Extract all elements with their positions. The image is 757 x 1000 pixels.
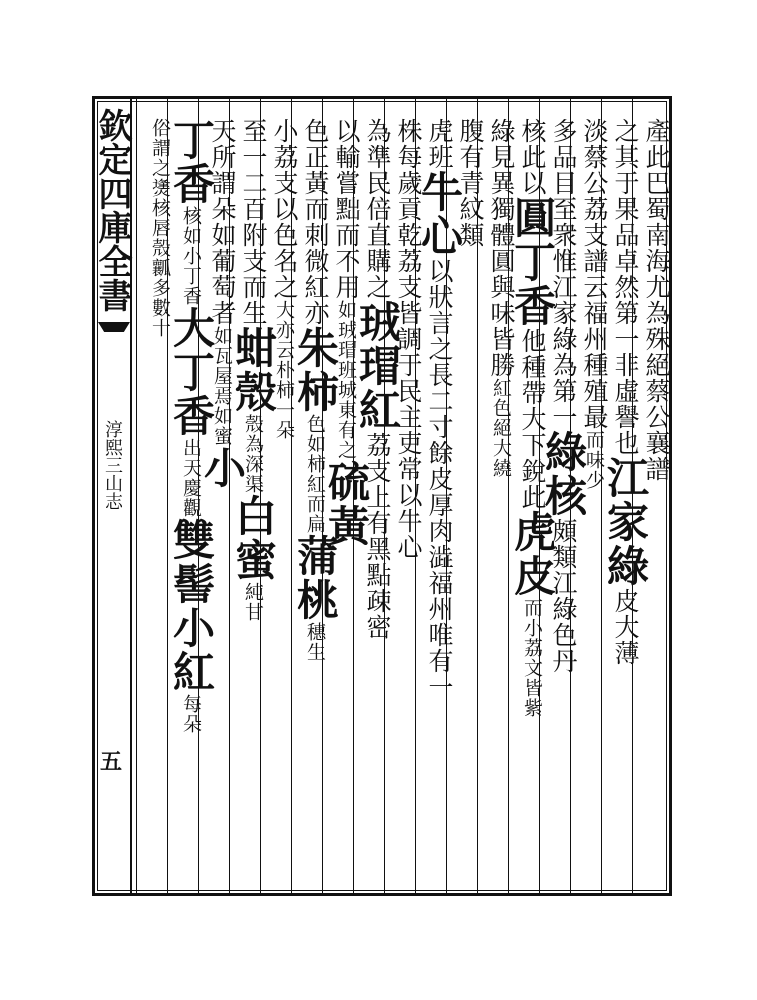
annotation-text: 如瓦屋焉 <box>211 326 233 406</box>
annotation-text: 數十 <box>149 298 171 338</box>
annotation-text: 核如小丁香 <box>180 206 202 306</box>
body-text: 以狀言之長二寸餘皮厚肉澁福州唯有一 <box>425 258 454 700</box>
body-text: 綠見異 <box>487 118 516 196</box>
body-text: 多品目至衆惟江家綠為第一 <box>549 118 578 430</box>
annotation-text: 而味少 <box>583 430 605 490</box>
body-text: 以輸嘗黜而不用 <box>332 118 361 300</box>
entry-heading: 圓丁香 <box>508 196 557 328</box>
annotation-text: 而小荔文皆紫 <box>521 598 543 718</box>
body-text: 皮大薄 <box>611 588 640 666</box>
annotation-text: 每朵 <box>180 694 202 734</box>
annotation-text: 穗生 <box>304 622 326 662</box>
entry-heading: 珬瑁紅 <box>353 300 402 432</box>
text-column <box>138 118 182 338</box>
annotation-text: 色如柿紅而扁 <box>304 414 326 534</box>
entry-heading: 朱柿 <box>291 326 340 414</box>
entry-heading: 蚶殼 <box>229 326 278 414</box>
annotation-text: 如蜜 <box>211 406 233 446</box>
book-title: 欽定四庫全書 <box>92 108 132 312</box>
entry-heading: 硫黃 <box>322 460 371 548</box>
annotation-text: 如珬瑁班城東有之 <box>335 300 357 460</box>
body-text: 產此巴蜀南海尤為殊絕蔡公襄譜 <box>642 118 671 482</box>
body-text: 之其于果品卓然第一非虛譽也 <box>611 118 640 456</box>
body-text: 小荔支以色名之 <box>270 118 299 300</box>
annotation-text: 一朵 <box>273 400 295 440</box>
annotation-text: 殼為深渠 <box>242 414 264 494</box>
body-text: 淡蔡公荔支譜云福州種殖最 <box>580 118 609 430</box>
body-text: 虎班 <box>425 118 454 170</box>
volume-title: 淳熙三山志 <box>102 420 123 510</box>
entry-heading: 雙髻小紅 <box>167 518 216 694</box>
entry-heading: 白蜜 <box>229 494 278 582</box>
body-text: 核此以 <box>518 118 547 196</box>
body-text: 天所謂朵如葡萄者 <box>208 118 237 326</box>
column-rule <box>136 99 137 895</box>
entry-heading: 大丁香 <box>167 306 216 438</box>
body-text: 為準民倍直購之 <box>363 118 392 300</box>
body-text: 他種帶大下銳此 <box>518 328 547 510</box>
entry-heading: 丁香 <box>167 118 216 206</box>
body-text: 頗類江綠色丹 <box>549 518 578 674</box>
body-text: 腹有青紋類 <box>456 118 485 248</box>
fish-tail-mark-inner <box>102 332 126 350</box>
entry-heading: 蒲桃 <box>291 534 340 622</box>
annotation-text: 俗謂之㷭核 <box>149 118 171 218</box>
body-text: 至一二百附支而生 <box>239 118 268 326</box>
entry-heading: 綠核 <box>539 430 588 518</box>
annotation-text: 唇殼瓤多 <box>149 218 171 298</box>
entry-heading: 虎皮 <box>508 510 557 598</box>
entry-heading: 牛心 <box>415 170 464 258</box>
body-text: 色正黃而刺微紅亦 <box>301 118 330 326</box>
annotation-text: 出天慶觀 <box>180 438 202 518</box>
page-number: 五 <box>100 749 123 775</box>
annotation-text: 紅色絕大繞 <box>490 378 512 478</box>
body-text: 獨體圓與味皆勝 <box>487 196 516 378</box>
entry-heading: 江家綠 <box>601 456 650 588</box>
annotation-text: 大亦云朴柿 <box>273 300 295 400</box>
body-text: 株每歲貢乾荔支皆調于民主吏常以牛心 <box>394 118 423 560</box>
annotation-text: 純甘 <box>242 582 264 622</box>
entry-heading: 小 <box>198 446 247 490</box>
body-text: 荔支上有黑點疎密 <box>363 432 392 640</box>
